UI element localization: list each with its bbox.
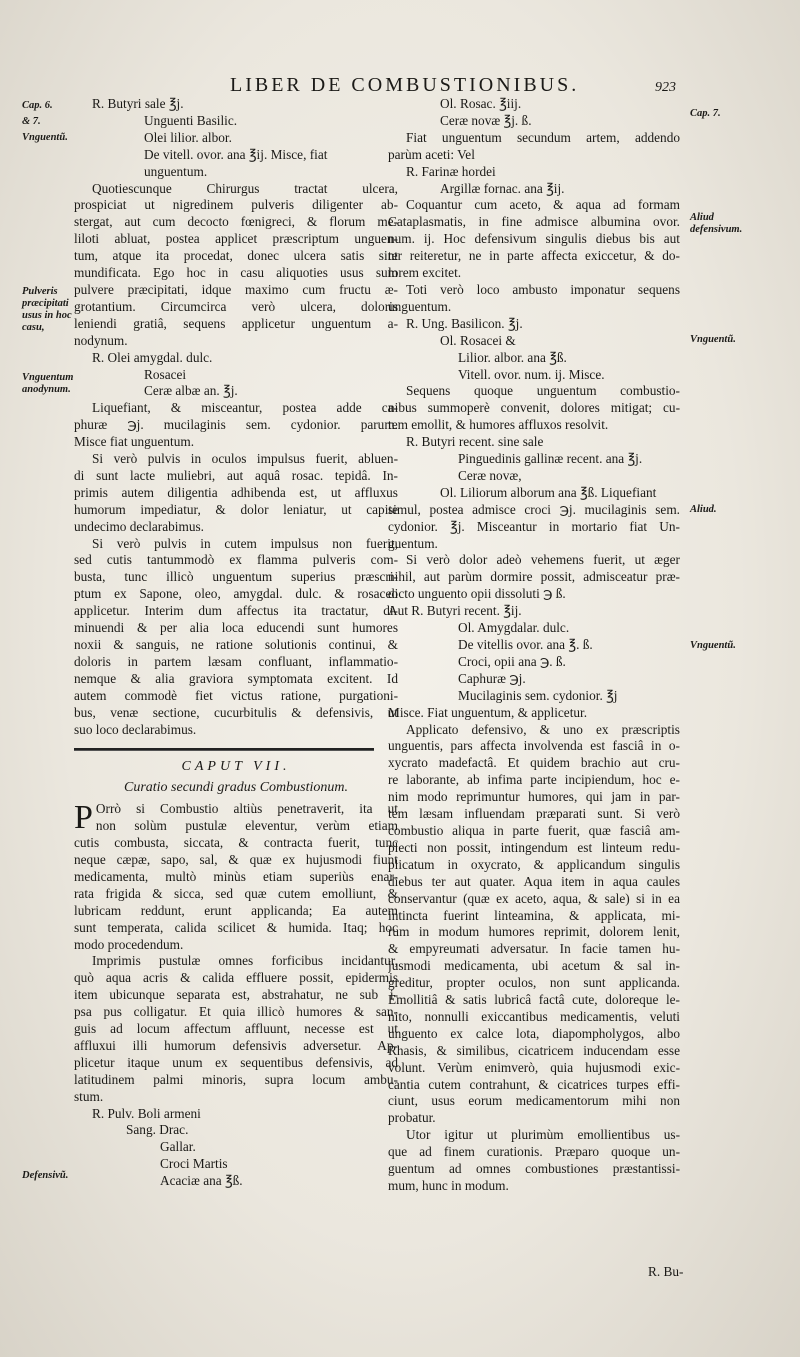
text-line: nihil, aut parùm dormire possit, admisceatur præ-: [388, 569, 680, 585]
text-line: quò aqua acris & calida effluere possit, epidermis: [74, 970, 398, 986]
recipe-line: De vitellis ovor. ana ℥. ß.: [458, 637, 593, 652]
text-line: sed cutis tantummodò ex flamma pulveris com-: [74, 552, 398, 568]
recipe-line: Pinguedinis gallinæ recent. ana ℥j.: [458, 451, 643, 467]
paragraph: [388, 722, 680, 1128]
text-line: diebus ter aut quater. Aqua item in aqua caules: [388, 873, 680, 889]
text-line: Utor igitur ut plurimùm emollientibus us-: [406, 1127, 680, 1143]
recipe-line: R. Pulv. Boli armeni: [92, 1105, 201, 1121]
margin-note-et-7: & 7.: [22, 116, 41, 127]
text-line: Quotiescunque Chirurgus tractat ulcera,: [92, 180, 398, 196]
text-line: nito, nonnulli exiccantibus medicamentis, veluti: [388, 1008, 680, 1024]
text-line: pulvere præcipitati, idque maximo cum fructu æ-: [74, 281, 398, 297]
chapter-title: CAPUT VII.: [181, 759, 291, 775]
text-line: suo loco declarabimus.: [74, 721, 197, 737]
text-line: Toti verò loco ambusto imponatur sequens: [406, 281, 680, 297]
margin-note-unguentum-2: Vnguentũ.: [690, 334, 736, 345]
recipe-line: Olei lilior. albor.: [144, 129, 232, 145]
text-line: num. ij. Hoc defensivum singulis diebus bis aut: [388, 231, 680, 247]
text-line: rum in modum humores reprimit, dolorem lenit,: [388, 924, 680, 940]
text-line: autem commodè fiet victus ratione, purgationi-: [74, 687, 398, 703]
text-line: grotantium. Circumcirca verò ulcera, doloris: [74, 298, 398, 314]
text-line: medicamenta, multò minùs etiam superiùs enar-: [74, 868, 398, 884]
recipe-line: Misce. Fiat unguentum, & applicetur.: [388, 704, 588, 720]
text-line: prospiciat ut nigredinem pulveris diligenter ab-: [74, 197, 398, 213]
recipe-line: Rosacei: [144, 366, 187, 382]
recipe-line: Gallar.: [160, 1139, 196, 1155]
running-head: LIBER DE COMBUSTIONIBUS.: [230, 74, 580, 96]
recipe-line: R. Farinæ hordei: [406, 163, 496, 179]
text-line: Coquantur cum aceto, & aqua ad formam: [406, 197, 680, 213]
recipe-line: Ol. Amygdalar. dulc.: [458, 620, 570, 636]
text-line: guentum.: [388, 535, 438, 551]
text-line: minuendi & per alia loca educendi sunt humores: [74, 620, 398, 636]
text-line: cydonior. ℥j. Misceantur in mortario fiat Un-: [388, 518, 680, 534]
text-line: Misce fiat unguentum.: [74, 434, 195, 450]
margin-note-aliud-defensivum: Aliud defensivum.: [690, 212, 743, 235]
text-line: intincta fuerint linteamina, & applicata, mi-: [388, 907, 680, 923]
text-line: parùm aceti: Vel: [388, 146, 475, 162]
recipe-line: Mucilaginis sem. cydonior. ℥j: [458, 687, 618, 703]
text-line: modo procedendum.: [74, 936, 184, 952]
text-line: stergat, aut cum decocto fœnigreci, & florum me-: [74, 214, 398, 230]
text-line: cantia cutem contrahunt, & cicatrices turpes effi-: [388, 1076, 680, 1092]
text-line: dicto unguento opii dissoluti ℈ ß.: [388, 586, 566, 602]
paragraph: [388, 130, 680, 164]
text-line: cutis combusta, siccata, & contracta fuerit, tunc: [74, 835, 398, 851]
text-line: liloti abluat, postea applicet præscriptum unguen-: [74, 231, 398, 247]
recipe-block: [74, 350, 398, 401]
text-line: mum, hunc in modum.: [388, 1178, 509, 1193]
recipe-line: R. Ung. Basilicon. ℥j.: [406, 315, 523, 331]
text-line: & empyreumati adversatur. In facie tamen hu-: [388, 941, 680, 957]
text-line: noxii & sanguis, ne ratione solutionis continui, &: [74, 637, 398, 652]
text-line: neque cæpæ, sapo, sal, & quæ ex hujusmodi fiunt: [74, 851, 398, 867]
text-line: Sequens quoque unguentum combustio-: [406, 383, 680, 399]
paragraph: [74, 181, 398, 350]
margin-note-anodynum: Vnguentum anodynum.: [22, 372, 74, 395]
text-line: ter reiteretur, ne in parte affecta exiccetur, & do-: [388, 248, 680, 264]
recipe-line: R. Olei amygdal. dulc.: [92, 349, 213, 365]
text-line: jusmodi medicamenta, ubi acetum & sal in-: [388, 958, 680, 974]
text-line: Si verò pulvis in oculos impulsus fuerit, abluen-: [92, 451, 398, 467]
text-line: Imprimis pustulæ omnes forficibus incidantur,: [92, 953, 398, 969]
text-line: primis autem diligentia adhibenda est, ut affluxus: [74, 484, 398, 500]
text-line: que ad finem curationis. Præparo quoque un-: [388, 1144, 680, 1160]
text-line: phuræ ℈j. mucilaginis sem. cydonior. parum.: [74, 417, 398, 433]
text-line: probatur.: [388, 1110, 436, 1126]
text-line: conservantur (quæ ex aceto, aqua, & sale) si in ea: [388, 890, 680, 906]
text-line: Fiat unguentum secundum artem, addendo: [406, 129, 680, 145]
paragraph: [388, 197, 680, 282]
text-line: Rhasis, & similibus, cicatricem inducendam esse: [388, 1042, 680, 1058]
text-line: nim modo reprimuntur humores, qui jam in par-: [388, 789, 680, 805]
recipe-block: [388, 603, 680, 721]
text-line: bus, venæ sectione, cucurbitulis & defensivis, ut: [74, 704, 398, 720]
drop-cap: P: [74, 799, 93, 837]
text-line: plicetur itaque unum ex sequentibus defensivis, ad: [74, 1054, 398, 1070]
text-line: simul, postea admisce croci ℈j. mucilaginis sem.: [388, 501, 680, 517]
text-line: doloris in partem læsam confluant, inflammatio-: [74, 653, 398, 669]
left-column: [74, 96, 398, 1190]
text-line: affluxui illi humorum defensivis adversetur. Ap-: [74, 1037, 398, 1053]
text-line: nibus summoperè convenit, dolores mitigat; cu-: [388, 400, 680, 416]
paragraph: [74, 400, 398, 451]
paragraph: [388, 502, 680, 553]
page-number: 923: [655, 80, 676, 95]
text-line: plicatum in oxycrato, & applicandum singulis: [388, 856, 680, 872]
text-line: tem emollit, & humores affluxos resolvit.: [388, 417, 609, 433]
recipe-line: Vitell. ovor. num. ij. Misce.: [458, 366, 605, 382]
paragraph: [74, 953, 398, 1105]
text-line: busta, tunc illicò unguentum superius præscri-: [74, 569, 398, 585]
text-line: xycrato madefactâ. Et quidem brachio aut cru-: [388, 755, 680, 771]
recipe-line: Argillæ fornac. ana ℥ij.: [440, 180, 565, 196]
recipe-line: Aut R. Butyri recent. ℥ij.: [388, 603, 522, 619]
recipe-block: [388, 96, 680, 130]
text-line: Emollitiâ & satis lubricâ factâ cute, doloreque le-: [388, 992, 680, 1008]
text-line: nodynum.: [74, 332, 128, 348]
recipe-block: [388, 316, 680, 384]
text-line: Applicato defensivo, & uno ex præscriptis: [406, 721, 680, 737]
text-line: guentum ad omnes combustiones præstantissi-: [388, 1161, 680, 1177]
recipe-block: [74, 96, 398, 181]
text-line: combustio aliqua in parte fuerit, quæ fasciâ am-: [388, 822, 680, 838]
text-line: Cataplasmatis, in fine admisce albumina ovor.: [388, 214, 680, 230]
text-line: tum, atque ita procedat, donec ulcera satis sint: [74, 248, 398, 264]
text-line: ciunt, usus eorum medicamentorum mihi non: [388, 1093, 680, 1109]
text-line: undecimo declarabimus.: [74, 518, 204, 534]
text-line: latitudinem palmi minoris, supra locum ambu-: [74, 1071, 398, 1087]
text-line: sunt temperata, calida scilicet & humida. Itaq; hoc: [74, 919, 398, 935]
recipe-line: Ol. Liliorum alborum ana ℥ß. Liquefiant: [440, 484, 657, 500]
recipe-block: [388, 164, 680, 198]
text-line: plecti non possit, intingendum est linteum redu-: [388, 839, 680, 855]
paragraph: [74, 801, 398, 953]
text-line: lubricam reddunt, erunt applicanda; Ea autem: [74, 902, 398, 918]
text-line: ptum ex Sapone, oleo, amygdal. dulc. & rosaceo: [74, 586, 398, 602]
text-line: unguentis, pars affecta involvenda est fasciâ in o-: [388, 738, 680, 754]
recipe-line: Caphuræ ℈j.: [458, 670, 526, 686]
margin-note-aliud: Aliud.: [690, 504, 717, 515]
text-line: applicetur. Interim dum affectus ita tractatur, di-: [74, 603, 398, 619]
chapter-subtitle: Curatio secundi gradus Combustionum.: [123, 780, 348, 796]
text-line: di sunt lacte muliebri, aut aquâ rosac. tepidâ. In-: [74, 467, 398, 483]
recipe-line: R. Butyri recent. sine sale: [406, 434, 544, 450]
text-line: unguentum.: [388, 298, 452, 314]
recipe-line: Croci, opii ana ℈. ß.: [458, 653, 566, 669]
margin-note-cap-7: Cap. 7.: [690, 108, 721, 119]
recipe-block: [388, 434, 680, 502]
text-line: non solùm pustulæ eleventur, verùm etiam: [95, 818, 398, 834]
text-line: re laborante, ab infima parte incipiendum, hoc e-: [388, 772, 680, 788]
margin-note-cap-6: Cap. 6.: [22, 100, 53, 111]
text-line: stum.: [74, 1088, 104, 1104]
recipe-line: Croci Martis: [160, 1156, 228, 1172]
paragraph: [388, 383, 680, 434]
text-line: humorum impediatur, & dolor leniatur, ut capite: [74, 501, 398, 517]
recipe-line: R. Butyri sale ℥j.: [92, 96, 184, 111]
margin-note-unguentum-3: Vnguentũ.: [690, 640, 736, 651]
text-line: Si verò pulvis in cutem impulsus non fuerit,: [92, 535, 398, 551]
recipe-line: Ol. Rosac. ℥iij.: [440, 96, 522, 111]
paragraph: [388, 1127, 680, 1195]
text-line: Liquefiant, & misceantur, postea adde ca-: [92, 400, 398, 416]
recipe-line: unguentum.: [144, 163, 208, 179]
recipe-line: De vitell. ovor. ana ℥ij. Misce, fiat: [144, 146, 328, 162]
text-line: item ubicunque separata est, abstrahatur, ne sub i-: [74, 987, 398, 1003]
text-line: lorem excitet.: [388, 265, 462, 281]
margin-note-unguentum: Vnguentũ.: [22, 132, 68, 143]
paragraph: [74, 536, 398, 739]
text-line: leniendi gratiâ, sequens applicetur unguentum a-: [74, 315, 398, 331]
chapter-divider: [74, 748, 374, 751]
catchword: R. Bu-: [648, 1264, 684, 1279]
recipe-line: Ceræ albæ an. ℥j.: [144, 383, 238, 399]
recipe-line: Lilior. albor. ana ℥ß.: [458, 349, 567, 365]
text-line: rata frigida & sicca, sed quæ cutem emolliunt, &: [74, 885, 398, 901]
text-line: mundificata. Ego hoc in casu aliquoties usus sum: [74, 265, 398, 281]
recipe-line: Sang. Drac.: [126, 1122, 189, 1138]
recipe-line: Acaciæ ana ℥ß.: [160, 1173, 243, 1189]
text-line: guis ad locum affectum affluunt, necesse est ut: [74, 1021, 398, 1037]
recipe-line: Unguenti Basilic.: [144, 112, 238, 128]
margin-note-pulveris: Pulveris præcipitati usus in hoc casu,: [22, 286, 72, 333]
right-column: [388, 96, 680, 1195]
text-line: volunt. Verùm enimverò, quia hujusmodi exic-: [388, 1059, 680, 1075]
recipe-line: Ceræ novæ,: [458, 467, 522, 483]
recipe-block: [74, 1106, 398, 1191]
recipe-line: Ol. Rosacei &: [440, 332, 516, 348]
text-line: Orrò si Combustio altiùs penetraverit, ita ut: [95, 801, 398, 817]
paragraph: [388, 282, 680, 316]
paragraph: [74, 451, 398, 536]
text-line: tem læsam influendam præparati sunt. Si verò: [388, 806, 680, 822]
text-line: nemque & alia graviora symptomata excitent. Id: [74, 670, 398, 686]
recipe-line: Ceræ novæ ℥j. ß.: [440, 112, 532, 128]
text-line: unguento ex calce lota, diapompholygos, albo: [388, 1025, 680, 1041]
text-line: psa pus colligatur. Et quia illicò humores & san-: [74, 1004, 398, 1020]
paragraph: [388, 552, 680, 603]
text-line: greditur, propter oculos, non sunt applicanda.: [388, 975, 680, 991]
margin-note-defensivum: Defensivũ.: [22, 1170, 69, 1181]
text-line: Si verò dolor adeò vehemens fuerit, ut æger: [406, 552, 680, 568]
